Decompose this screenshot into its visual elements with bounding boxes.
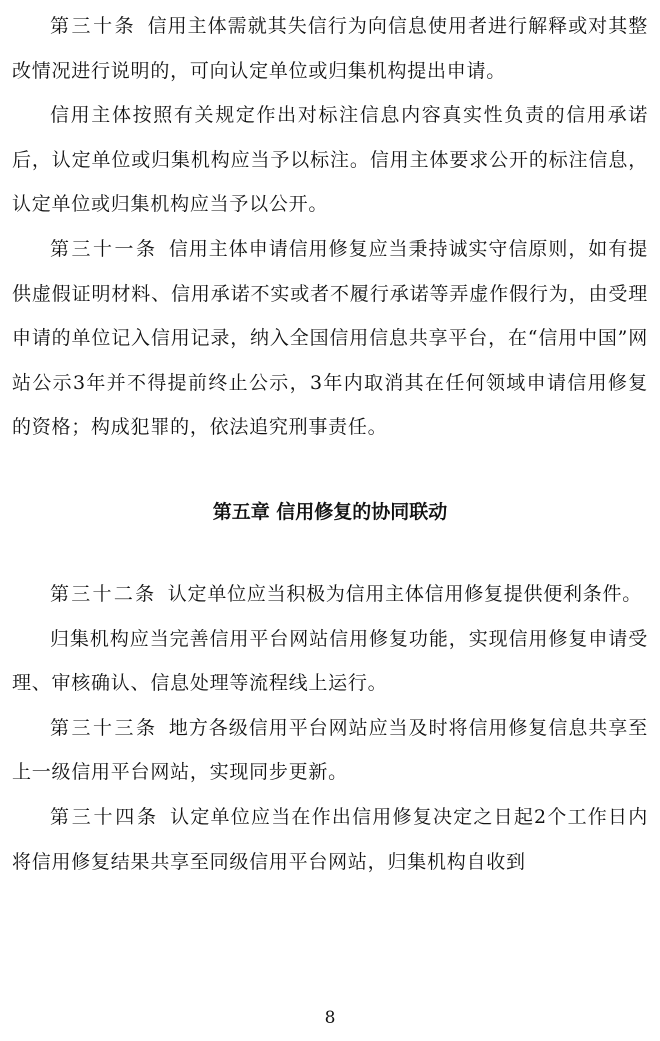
paragraph-text: 信用主体按照有关规定作出对标注信息内容真实性负责的信用承诺后，认定单位或归集机构应当予以标注。信用主体要求公开的标注信息，认定单位或归集机构应当予以公开。	[12, 104, 648, 216]
page-number: 8	[324, 1008, 336, 1028]
article-number: 第三十条	[50, 15, 137, 37]
paragraph-article-34	[12, 795, 648, 884]
paragraph-text: 信用主体需就其失信行为向信息使用者进行解释或对其整改情况进行说明的，可向认定单位或归集机构提出申请。	[12, 15, 648, 82]
paragraph-text: 认定单位应当在作出信用修复决定之日起2个工作日内将信用修复结果共享至同级信用平台网站，归集机构自收到	[12, 805, 648, 873]
chapter-heading: 第五章 信用修复的协同联动	[212, 500, 448, 523]
paragraph-article-31	[12, 227, 648, 450]
paragraph-article-33	[12, 706, 648, 795]
article-number: 第三十四条	[50, 805, 159, 828]
article-number: 第三十二条	[50, 582, 157, 605]
paragraph-platform-function	[12, 617, 648, 706]
paragraph-text: 信用主体申请信用修复应当秉持诚实守信原则，如有提供虚假证明材料、信用承诺不实或者不履行承诺等弄虚作假行为，由受理申请的单位记入信用记录，纳入全国信用信息共享平台，在“信用中国”网站公示3年并不得提前终止公示，3年内取消其在任何领域申请信用修复的资格；构成犯罪的，依法追究刑事责任。	[12, 237, 648, 439]
paragraph-text: 归集机构应当完善信用平台网站信用修复功能，实现信用修复申请受理、审核确认、信息处理等流程线上运行。	[12, 627, 648, 695]
article-number: 第三十一条	[50, 237, 158, 260]
paragraph-text: 地方各级信用平台网站应当及时将信用修复信息共享至上一级信用平台网站，实现同步更新。	[12, 716, 648, 784]
paragraph-annotation	[12, 93, 648, 227]
paragraph-text: 认定单位应当积极为信用主体信用修复提供便利条件。	[167, 582, 643, 605]
paragraph-article-30	[12, 4, 648, 93]
paragraph-article-32	[12, 572, 648, 617]
article-number: 第三十三条	[50, 716, 158, 739]
